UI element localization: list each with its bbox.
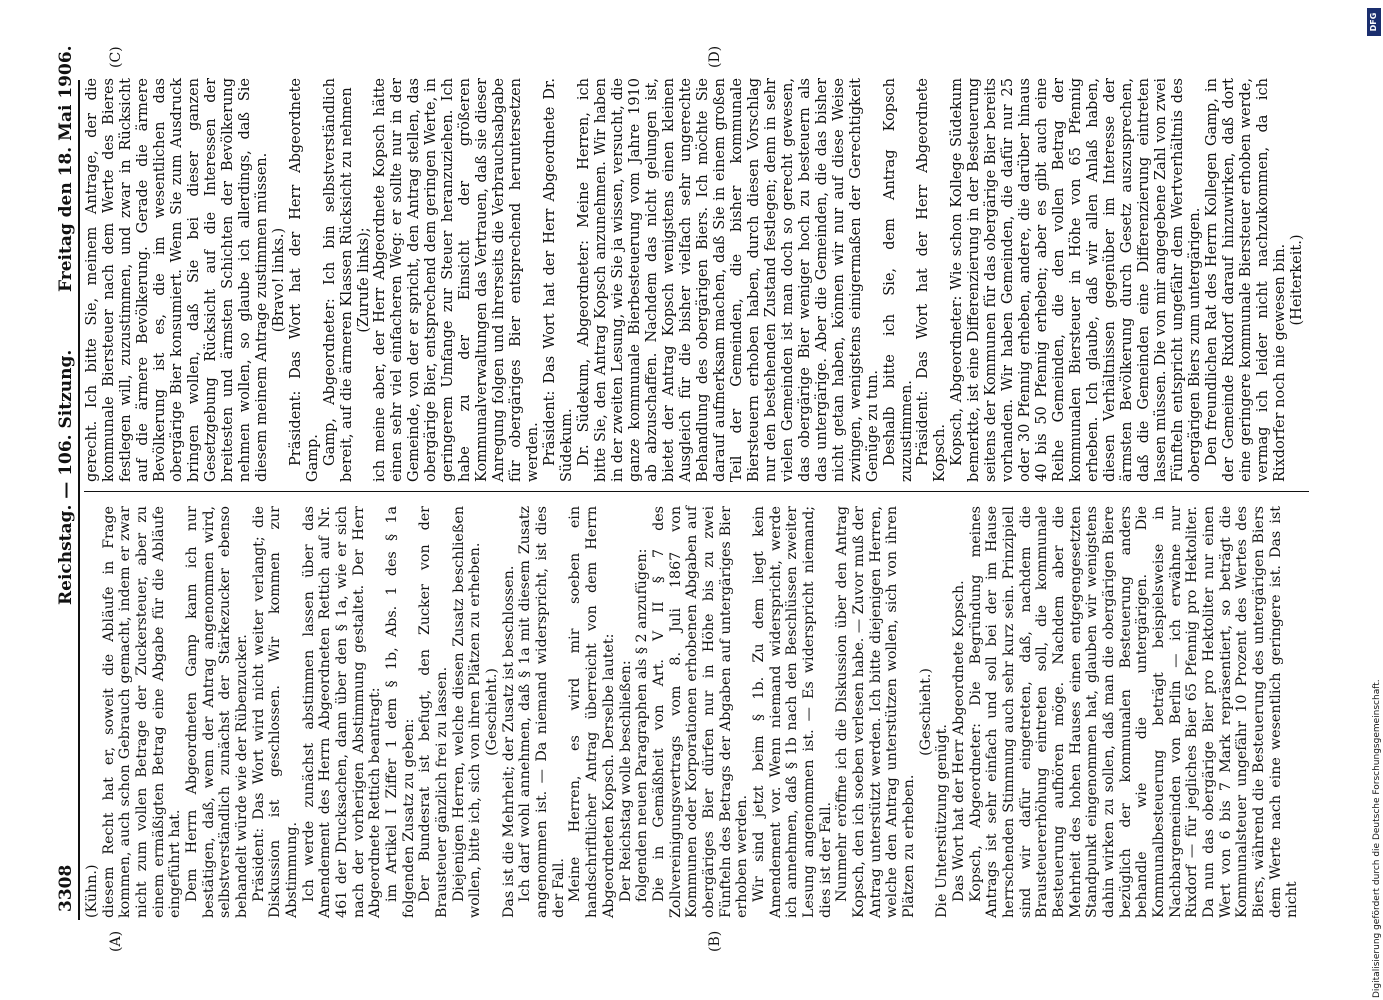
left-column-paragraph: Nunmehr eröffne ich die Diskussion über den Antrag Kopsch, den ich soeben verlesen habe. — Zuvor muß der Antrag unterstützt werden. Ich bitte diejenigen Herren, welche den Antrag unterstützen wollen, sich von ihren Plätzen zu erheben.: [834, 506, 917, 918]
right-column-paragraph: Dr. Südekum, Abgeordneter: Meine Herren, ich bitte Sie, den Antrag Kopsch anzunehmen. Wir haben in der zweiten Lesung, wie Sie ja wissen, versucht, die ganze kommunale Bierbesteuerung vom Jahre 1910 ab abzuschaffen. Nachdem das nicht gelungen ist, bietet der Antrag Kopsch wenigstens einen kleinen Ausgleich für die bisher vielfach sehr ungerechte Behandlung des obergärigen Biers. Ich möchte Sie darauf aufmerksam machen, daß Sie in einem großen Teil der Gemeinden, die bisher kommunale Biersteuern erhoben haben, durch diesen Vorschlag nur den bestehenden Zustand festlegen; denn in sehr vielen Gemeinden ist man doch so gerecht gewesen, das obergärige Bier weniger hoch zu besteuern als das untergärige. Aber die Gemeinden, die das bisher nicht getan haben, können wir nur auf diese Weise zwingen, wenigstens einigermaßen der Gerechtigkeit Genüge zu tun.: [576, 78, 881, 482]
right-column-paragraph: (Bravo! links.): [270, 227, 287, 333]
left-column-paragraph: Diejenigen Herren, welche diesen Zusatz beschließen wollen, bitte ich, sich von ihren Plätzen zu erheben.: [450, 506, 484, 918]
right-column-paragraph: (Zurufe links);: [355, 227, 372, 333]
right-column-paragraph: Gamp, Abgeordneter: Ich bin selbstverständlich bereit, auf die ärmeren Klassen Rücksicht zu nehmen: [321, 78, 355, 482]
dfg-credit-text: Digitalisierung gefördert durch die Deutsche Forschungsgemeinschaft.: [1372, 679, 1382, 998]
left-column-paragraph: Die Unterstützung genügt.: [934, 724, 951, 918]
right-column-paragraph: Präsident: Das Wort hat der Herr Abgeordnete Gamp.: [287, 78, 321, 482]
left-column-paragraph: Meine Herren, es wird mir soeben ein handschriftlicher Antrag überreicht von dem Herrn Abgeordneten Kopsch. Derselbe lautet:: [567, 506, 617, 918]
left-column-paragraph: Die in Gemäßheit von Art. V II § 7 des Zollvereinigungsvertrags vom 8. Juli 1867 von Kommunen oder Korporationen erhobenen Abgaben auf obergäriges Bier dürfen nur in Höhe bis zu zwei Fünfteln des Betrags der Abgaben auf untergäriges Bier erhoben werden.: [650, 506, 751, 918]
page-header-title: Reichstag. — 106. Sitzung.: [56, 349, 76, 605]
margin-mark-b: (B): [707, 930, 723, 952]
left-column-paragraph: (Kühn.): [84, 864, 100, 918]
margin-mark-d: (D): [707, 45, 723, 68]
left-column-paragraph: diesem Recht hat er, soweit die Abläufe in Frage kommen, auch schon Gebrauch gemacht, indem er zwar nicht zum vollen Betrage der Zuckersteuer, aber zu einem ermäßigten Betrag eine Abgabe für die Abläufe eingeführt hat.: [100, 506, 184, 918]
right-column-paragraph: Den freundlichen Rat des Herrn Kollegen Gamp, in der Gemeinde Rixdorf darauf hinzuwirken, daß dort eine geringere kommunale Biersteuer erhoben werde, vermag ich leider nicht nachzukommen, da ich Rixdorfer noch nie gewesen bin.: [1203, 78, 1288, 482]
left-column-paragraph: Ich darf wohl annehmen, daß § 1a mit diesem Zusatz angenommen ist. — Da niemand widerspricht, ist dies der Fall.: [517, 506, 567, 918]
left-column-paragraph: Dem Herrn Abgeordneten Gamp kann ich nur bestätigen, daß, wenn der Antrag angenommen wird, selbstverständlich zunächst der Stärkezucker ebenso behandelt würde wie der Rübenzucker.: [184, 506, 251, 918]
right-column-paragraph: gerecht. Ich bitte Sie, meinem Antrage, der die kommunale Biersteuer nach dem Werte des Bieres festlegen will, zuzustimmen, und zwar in Rücksicht auf die ärmere Bevölkerung. Gerade die ärmere Bevölkerung ist es, die im wesentlichen das obergärige Bier konsumiert. Wenn Sie zum Ausdruck bringen wollen, daß Sie bei dieser ganzen Gesetzgebung Rücksicht auf die Interessen der breitesten und ärmsten Schichten der Bevölkerung nehmen wollen, so glaube ich allerdings, daß Sie diesem meinem Antrage zustimmen müssen.: [84, 78, 270, 482]
margin-mark-a: (A): [108, 930, 124, 952]
right-column-paragraph: ich meine aber, der Herr Abgeordnete Kopsch hätte einen sehr viel einfacheren Weg: er sollte nur in der Gemeinde, von der er spricht, den Antrag stellen, das obergärige Bier, entsprechend dem geringen Werte, in geringerem Umfange zur Steuer heranzuziehen. Ich habe zu der Einsicht der größeren Kommunalverwaltungen das Vertrauen, daß sie dieser Anregung folgen und ihrerseits die Verbrauchsabgabe für obergäriges Bier entsprechend heruntersetzen werden.: [372, 78, 542, 482]
left-column-paragraph: Das Wort hat der Herr Abgeordnete Kopsch.: [950, 580, 967, 902]
left-column-paragraph: Der Bundesrat ist befugt, den Zucker von der Brausteuer gänzlich frei zu lassen.: [417, 506, 451, 918]
left-column-paragraph: folgenden neuen Paragraphen als § 2 anzufügen:: [634, 548, 651, 902]
page-header-date: Freitag den 18. Mai 1906.: [56, 45, 76, 292]
right-column-paragraph: Deshalb bitte ich Sie, dem Antrag Kopsch zuzustimmen.: [881, 78, 915, 482]
right-column-paragraph: (Heiterkeit.): [1288, 234, 1305, 326]
header-rule: [78, 80, 80, 920]
left-column-paragraph: Präsident: Das Wort wird nicht weiter verlangt; die Diskussion ist geschlossen. Wir kommen zur Abstimmung.: [250, 506, 301, 918]
left-column-paragraph: Der Reichstag wolle beschließen:: [617, 660, 634, 902]
right-column-paragraph: Kopsch, Abgeordneter: Wie schon Kollege Südekum bemerkte, ist eine Differenzierung in der Besteuerung seitens der Kommunen für das obergärige Bier bereits vorhanden. Wir haben Gemeinden, die dafür nur 25 oder 30 Pfennig erheben, andere, die darüber hinaus 40 bis 50 Pfennig erheben; aber es gibt auch eine Reihe Gemeinden, die den vollen Betrag der kommunalen Biersteuer in Höhe von 65 Pfennig erheben. Ich glaube, daß wir allen Anlaß haben, diesen Verhältnissen gegenüber im Interesse der ärmsten Bevölkerung durch Gesetz auszusprechen, daß die Gemeinden eine Differenzierung eintreten lassen müssen. Die von mir angegebene Zahl von zwei Fünfteln entspricht ungefähr dem Wertverhältnis des obergärigen Biers zum untergärigen.: [949, 78, 1203, 482]
left-text-column: [84, 506, 1301, 918]
dfg-logo: DFG: [1367, 8, 1381, 36]
dfg-credit: [1371, 8, 1383, 998]
left-column-paragraph: Kopsch, Abgeordneter: Die Begründung meines Antrags ist sehr einfach und soll bei der im Hause herrschenden Stimmung auch sehr kurz sein. Prinzipiell sind wir dafür eingetreten, daß, nachdem die Brausteuererhöhung eintreten soll, die kommunale Besteuerung aufhören möge. Nachdem aber die Mehrheit des hohen Hauses einen entgegengesetzten Standpunkt eingenommen hat, glauben wir wenigstens dahin wirken zu sollen, daß man die obergärigen Biere bezüglich der kommunalen Besteuerung anders behandle wie die untergärigen. Die Kommunalbesteuerung beträgt beispielsweise in Nachbargemeinden von Berlin — ich erwähne nur Rixdorf — für jegliches Bier 65 Pfennig pro Hektoliter. Da nun das obergärige Bier pro Hektoliter nur einen Wert von 6 bis 7 Mark repräsentiert, so beträgt die Kommunalsteuer ungefähr 10 Prozent des Wertes des Biers, während die Besteuerung des untergärigen Biers dem Werte nach eine wesentlich geringere ist. Das ist nicht: [967, 506, 1301, 918]
right-column-paragraph: Präsident: Das Wort hat der Herr Abgeordnete Kopsch.: [915, 78, 949, 482]
page-number: 3308: [56, 864, 76, 912]
left-column-paragraph: Ich werde zunächst abstimmen lassen über das Amendement des Herrn Abgeordneten Rettich auf Nr. 461 der Drucksachen, dann über den § 1a, wie er sich nach der vorherigen Abstimmung gestaltet. Der Herr Abgeordnete Rettich beantragt:: [300, 506, 384, 918]
left-column-paragraph: (Geschieht.): [484, 668, 501, 756]
right-column-paragraph: Präsident: Das Wort hat der Herr Abgeordnete Dr. Südekum.: [542, 78, 576, 482]
left-column-paragraph: Das ist die Mehrheit; der Zusatz ist beschlossen.: [500, 565, 517, 918]
left-column-paragraph: Wir sind jetzt beim § 1b. Zu dem liegt kein Amendement vor. Wenn niemand widerspricht, werde ich annehmen, daß § 1b nach den Beschlüssen zweiter Lesung angenommen ist. — Es widerspricht niemand; dies ist der Fall.: [750, 506, 834, 918]
left-column-paragraph: (Geschieht.): [917, 668, 934, 756]
right-text-column: [84, 78, 1306, 482]
left-column-paragraph: im Artikel I Ziffer 1 dem § 1b, Abs. 1 des § 1a folgenden Zusatz zu geben:: [384, 506, 417, 918]
margin-mark-c: (C): [108, 46, 124, 68]
column-divider: [84, 491, 1309, 492]
